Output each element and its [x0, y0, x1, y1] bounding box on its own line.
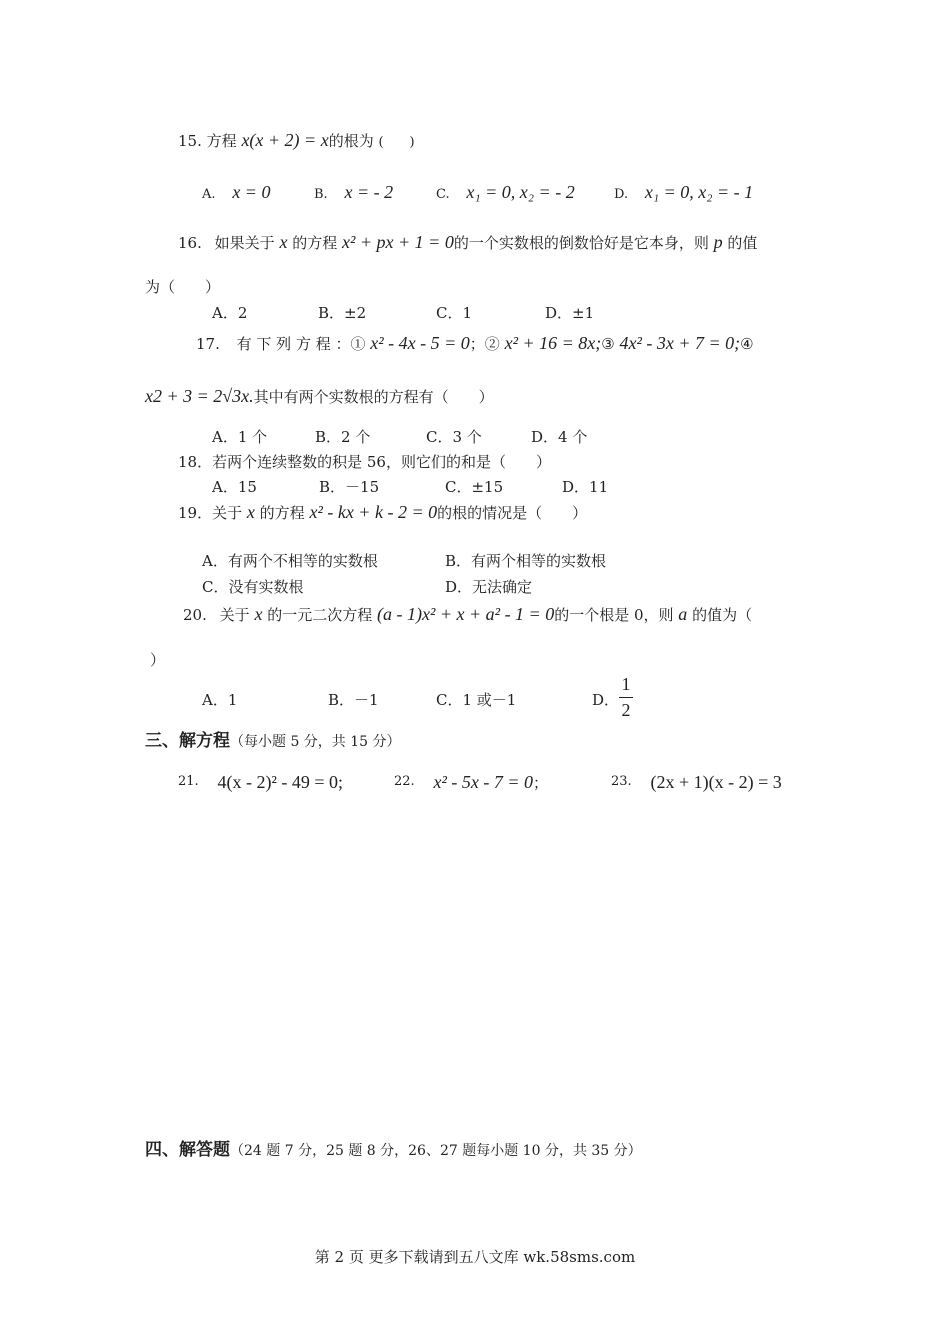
q20-option-a: A．1: [202, 691, 238, 709]
q15-option-d: [614, 182, 753, 205]
q17-option-b: B．2 个: [315, 428, 371, 446]
question-number: 15.: [178, 132, 202, 150]
fraction-numerator: 1: [621, 674, 631, 694]
question-stem: 如果关于: [214, 234, 275, 252]
q18-option-d: D．11: [562, 478, 609, 496]
fraction-one-half: [616, 674, 636, 721]
q17-option-c: C．3 个: [426, 428, 482, 446]
q19-option-c: C．没有实数根: [202, 578, 304, 596]
fraction-bar: [619, 697, 633, 698]
section-title: 三、解方程: [145, 731, 230, 751]
q16-option-c: C．1: [436, 304, 473, 322]
equation-4: x2 + 3 = 2√3x.: [145, 386, 254, 406]
question-stem: 方程: [206, 132, 237, 150]
question-number: 21.: [178, 774, 199, 789]
q21-line: [178, 772, 343, 793]
option-value: x₁ = 0, x₂ = - 2: [466, 182, 575, 202]
variable-p: p: [713, 232, 723, 252]
q19-option-d: D．无法确定: [445, 578, 533, 596]
equation-3: 4x² - 3x + 7 = 0;: [619, 333, 741, 353]
q17-stem-line-2: [145, 386, 494, 407]
question-stem: 的值为（: [692, 606, 753, 624]
q19-stem-line: [178, 502, 587, 523]
question-stem: 的根的情况是（ ）: [437, 504, 588, 522]
question-number: 22.: [394, 774, 415, 789]
option-value: x = 0: [232, 182, 271, 202]
question-stem: 的一个实数根的倒数恰好是它本身，则: [453, 234, 709, 252]
equation: x² - kx + k - 2 = 0: [309, 502, 438, 522]
q17-stem-line: [196, 333, 754, 354]
q22-line: [394, 772, 548, 793]
variable-a: a: [678, 604, 688, 624]
question-stem: 的方程: [259, 504, 305, 522]
q20-option-d: D．: [592, 691, 620, 709]
question-stem: 的一元二次方程: [267, 606, 373, 624]
q20-option-b: B．－1: [328, 691, 379, 709]
q16-stem-line: [178, 232, 757, 253]
question-stem: 关于: [219, 606, 250, 624]
q20-stem-line: [183, 604, 752, 625]
q23-line: [611, 772, 782, 793]
question-stem: 的一个根是 0，则: [554, 606, 674, 624]
q18-option-a: A．15: [212, 478, 257, 496]
q20-option-c: C．1 或－1: [436, 691, 517, 709]
separator: ③: [601, 335, 615, 353]
equation: x² - 5x - 7 = 0: [433, 772, 533, 792]
option-value: x = - 2: [344, 182, 394, 202]
q15-option-a: [202, 182, 270, 205]
option-value: x₁ = 0, x₂ = - 1: [644, 182, 754, 202]
section-note: （每小题 5 分，共 15 分）: [230, 734, 401, 750]
q18-option-b: B．－15: [319, 478, 380, 496]
variable-x: x: [254, 604, 263, 624]
equation: x² + px + 1 = 0: [342, 232, 454, 252]
question-number: 20.: [183, 606, 207, 624]
question-stem: 19．关于: [178, 504, 243, 522]
section-4-heading: [145, 1135, 642, 1160]
equation: x(x + 2) = x: [241, 130, 329, 150]
question-stem: 的值: [727, 234, 758, 252]
option-letter: D.: [614, 187, 629, 202]
question-stem: 有 下 列 方 程 ：①: [236, 335, 366, 353]
option-letter: B.: [314, 187, 328, 202]
q18-option-c: C．±15: [445, 478, 504, 496]
question-number: 23.: [611, 774, 632, 789]
fraction-denominator: 2: [621, 700, 631, 720]
q19-option-b: B．有两个相等的实数根: [445, 552, 607, 570]
q20-stem-line-2: ）: [150, 651, 166, 669]
q15-option-c: [436, 182, 575, 205]
q17-option-d: D．4 个: [531, 428, 588, 446]
q17-option-a: A．1 个: [212, 428, 268, 446]
variable-x: x: [246, 502, 255, 522]
q15-stem-line: [178, 130, 415, 153]
question-stem: 其中有两个实数根的方程有（ ）: [253, 388, 494, 406]
section-3-heading: [145, 726, 401, 751]
equation: (2x + 1)(x - 2) = 3: [650, 772, 782, 792]
option-letter: A.: [202, 187, 216, 202]
answer-paren: ( ): [378, 135, 415, 150]
separator: ；: [532, 774, 548, 792]
equation: (a - 1)x² + x + a² - 1 = 0: [377, 604, 555, 624]
separator: ④: [740, 335, 754, 353]
question-stem-tail: 的根为: [328, 132, 374, 150]
separator: ；②: [469, 335, 500, 353]
option-letter: C.: [436, 187, 450, 202]
q15-option-b: [314, 182, 393, 205]
equation-2: x² + 16 = 8x;: [504, 333, 602, 353]
variable-x: x: [279, 232, 288, 252]
q16-option-b: B．±2: [318, 304, 367, 322]
question-number: 17.: [196, 335, 220, 353]
q16-option-a: A．2: [212, 304, 248, 322]
equation-1: x² - 4x - 5 = 0: [370, 333, 470, 353]
section-note: （24 题 7 分，25 题 8 分，26、27 题每小题 10 分，共 35 分）: [230, 1143, 642, 1159]
q18-stem-line: 18．若两个连续整数的积是 56，则它们的和是（ ）: [178, 453, 551, 471]
question-stem: 的方程: [292, 234, 338, 252]
question-number: 16.: [178, 234, 202, 252]
section-title: 四、解答题: [145, 1140, 230, 1160]
q19-option-a: A．有两个不相等的实数根: [202, 552, 378, 570]
q16-stem-line-2: 为（ ）: [145, 278, 221, 296]
equation: 4(x - 2)² - 49 = 0;: [217, 772, 343, 792]
page-footer: 第 2 页 更多下载请到五八文库 wk.58sms.com: [314, 1248, 636, 1266]
q16-option-d: D．±1: [545, 304, 595, 322]
